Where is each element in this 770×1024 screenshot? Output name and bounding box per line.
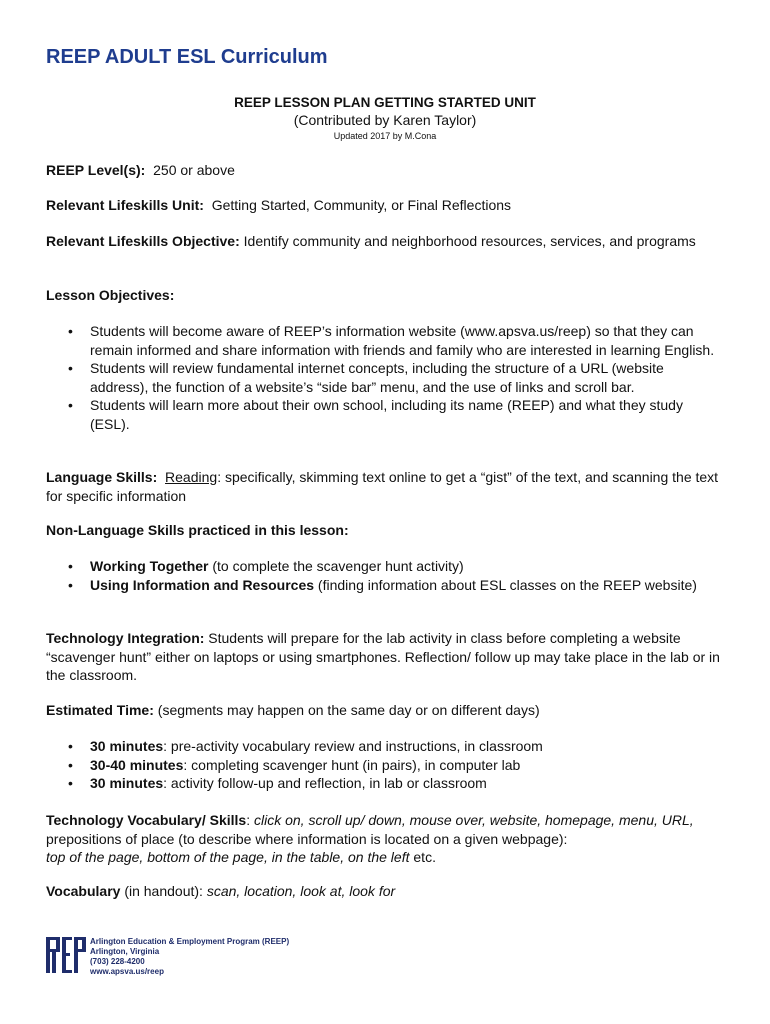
footer-line-phone: (703) 228-4200 bbox=[90, 957, 145, 966]
lifeskills-unit bbox=[46, 196, 726, 215]
non-language-heading: Non-Language Skills practiced in this lesson: bbox=[46, 522, 349, 538]
contributor-line: (Contributed by Karen Taylor) bbox=[293, 112, 477, 128]
list-item: • 30 minutes: pre-activity vocabulary review and instructions, in classroom bbox=[46, 737, 726, 756]
technology-integration-text: Students will prepare for the lab activity in class before completing a website “scavenger hunt” either on laptops or using smartphones. Reflection/ follow up may take place in the lab or in the classroom. bbox=[46, 630, 720, 683]
lifeskills-objective-label: Relevant Lifeskills Objective: bbox=[46, 233, 240, 249]
list-item: • Students will review fundamental internet concepts, including the structure of a URL (website address), the function of a website’s “side bar” menu, and the use of links and scroll bar. bbox=[46, 359, 726, 396]
technology-vocabulary: Technology Vocabulary/ Skills: click on, scroll up/ down, mouse over, website, homepage, menu, URL, prepositions of place (to describe where information is located on a given webpage): top of the page, bottom of the page, in the table, on the left etc. bbox=[46, 812, 694, 865]
curriculum-title: REEP ADULT ESL Curriculum bbox=[46, 46, 328, 68]
technology-vocabulary-label: Technology Vocabulary/ Skills bbox=[46, 812, 247, 828]
lesson-plan-title: REEP LESSON PLAN GETTING STARTED UNIT bbox=[234, 95, 536, 110]
technology-integration-label: Technology Integration: bbox=[46, 630, 205, 646]
language-skills-skill: Reading bbox=[165, 469, 218, 485]
reep-logo-icon bbox=[46, 935, 86, 975]
lesson-objectives-list bbox=[46, 322, 726, 433]
reep-level bbox=[46, 161, 726, 180]
footer-contact bbox=[90, 937, 289, 977]
list-item: • 30-40 minutes: completing scavenger hunt (in pairs), in computer lab bbox=[46, 756, 726, 775]
list-item: • Students will learn more about their own school, including its name (REEP) and what they study (ESL). bbox=[46, 396, 726, 433]
language-skills-text: : specifically, skimming text online to get a “gist” of the text, and scanning the text for specific information bbox=[46, 469, 719, 504]
updated-line: Updated 2017 by M.Cona bbox=[333, 131, 437, 141]
reep-level-value: 250 or above bbox=[153, 162, 235, 178]
estimated-time-label: Estimated Time: bbox=[46, 702, 154, 718]
list-item: • 30 minutes: activity follow-up and reflection, in lab or classroom bbox=[46, 774, 726, 793]
list-item: • Students will become aware of REEP’s information website (www.apsva.us/reep) so that they can remain informed and share information with friends and family who are interested in learning English. bbox=[46, 322, 726, 359]
reep-level-label: REEP Level(s): bbox=[46, 162, 146, 178]
list-item: • Working Together (to complete the scavenger hunt activity) bbox=[46, 557, 726, 576]
language-skills-label: Language Skills: bbox=[46, 469, 158, 485]
footer-line-org: Arlington Education & Employment Program (REEP) bbox=[90, 937, 290, 946]
estimated-time-list bbox=[46, 737, 726, 793]
lifeskills-unit-value: Getting Started, Community, or Final Reflections bbox=[211, 197, 512, 213]
language-skills bbox=[46, 468, 726, 505]
vocabulary: Vocabulary (in handout): scan, location, look at, look for bbox=[46, 883, 396, 899]
vocabulary-label: Vocabulary bbox=[46, 883, 121, 899]
non-language-list bbox=[46, 557, 726, 594]
lifeskills-objective-value: Identify community and neighborhood resources, services, and programs bbox=[243, 233, 696, 249]
footer-line-location: Arlington, Virginia bbox=[90, 947, 160, 956]
technology-integration bbox=[46, 629, 726, 685]
list-item: • Using Information and Resources (finding information about ESL classes on the REEP website) bbox=[46, 576, 726, 595]
footer-line-website[interactable]: www.apsva.us/reep bbox=[90, 967, 164, 976]
estimated-time-text: (segments may happen on the same day or on different days) bbox=[153, 702, 540, 718]
estimated-time bbox=[46, 701, 726, 720]
lifeskills-unit-label: Relevant Lifeskills Unit: bbox=[46, 197, 204, 213]
lesson-objectives-heading: Lesson Objectives: bbox=[46, 287, 175, 303]
lifeskills-objective bbox=[46, 232, 726, 251]
